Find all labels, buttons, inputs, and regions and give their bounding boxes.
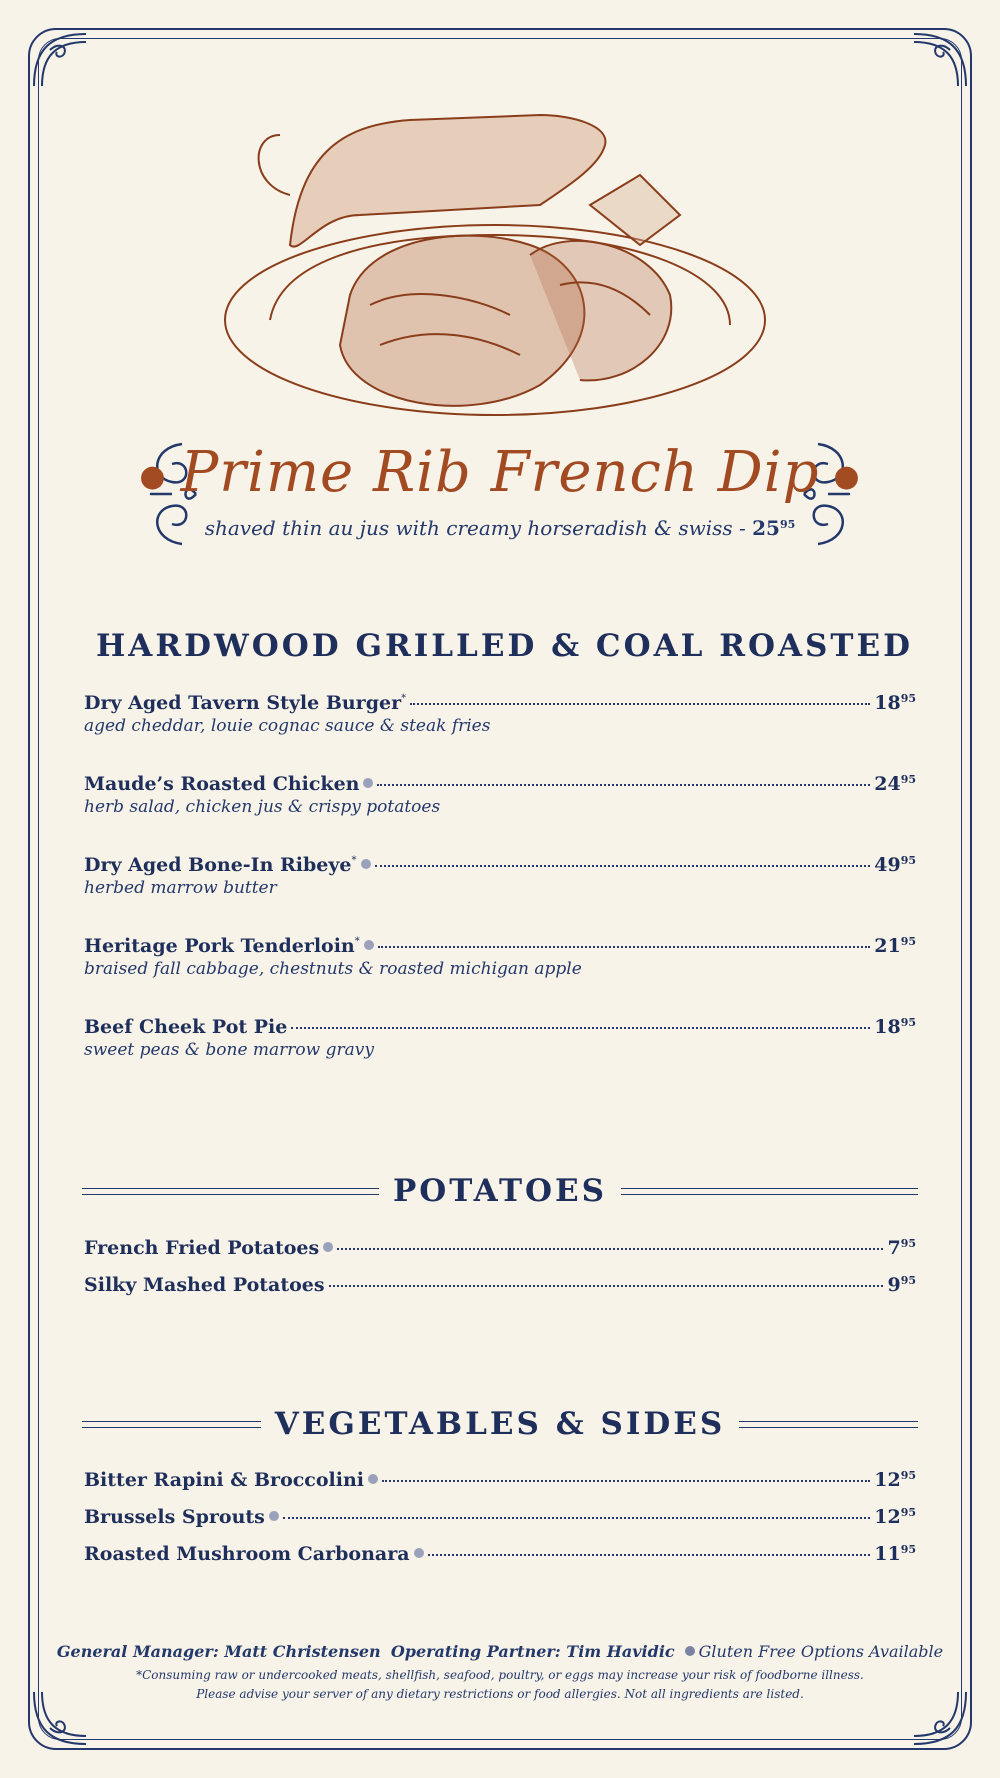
section-header-grilled: HARDWOOD GRILLED & COAL ROASTED [96, 628, 914, 664]
gluten-free-dot-icon [361, 859, 371, 869]
corner-ornament-icon [910, 30, 970, 90]
menu-item-description: sweet peas & bone marrow gravy [84, 1040, 374, 1060]
corner-ornament-icon [30, 30, 90, 90]
footer-disclaimer: Please advise your server of any dietary restrictions or food allergies. Not all ingredients are listed. [196, 1687, 804, 1701]
menu-item: Roasted Mushroom Carbonara $11^{95}$ [84, 1543, 916, 1565]
menu-item: Bitter Rapini & Broccolini $12^{95}$ [84, 1469, 916, 1491]
menu-item: Beef Cheek Pot Pie $18^{95}$ sweet peas & bone marrow gravy [84, 1016, 916, 1060]
footer-credits: General Manager: Matt Christensen Operating Partner: Tim Havidic Gluten Free Options Available [56, 1642, 944, 1661]
gluten-free-dot-icon [323, 1242, 333, 1252]
menu-item-description: braised fall cabbage, chestnuts & roasted michigan apple [84, 959, 582, 979]
gluten-free-dot-icon [368, 1474, 378, 1484]
menu-item: Heritage Pork Tenderloin* $21^{95}$ braised fall cabbage, chestnuts & roasted michigan apple [84, 935, 916, 979]
menu-item: Brussels Sprouts $12^{95}$ [84, 1506, 916, 1528]
menu-item: French Fried Potatoes $7^{95}$ [84, 1237, 916, 1259]
french-dip-illustration [210, 105, 780, 435]
menu-item: Silky Mashed Potatoes $9^{95}$ [84, 1274, 916, 1296]
menu-item: Dry Aged Tavern Style Burger* $18^{95}$ aged cheddar, louie cognac sauce & steak fries [84, 692, 916, 736]
menu-item-description: herb salad, chicken jus & crispy potatoes [84, 797, 441, 817]
menu-item-description: herbed marrow butter [84, 878, 277, 898]
section-header-potatoes: POTATOES [82, 1173, 918, 1209]
feature-description: shaved thin au jus with creamy horseradish & swiss - $25^{95}$ [204, 516, 796, 540]
gluten-free-dot-icon [363, 778, 373, 788]
menu-item: Maude’s Roasted Chicken $24^{95}$ herb salad, chicken jus & crispy potatoes [84, 773, 916, 817]
gluten-free-dot-icon [414, 1548, 424, 1558]
section-header-sides: VEGETABLES & SIDES [82, 1406, 918, 1442]
gluten-free-dot-icon [685, 1646, 695, 1656]
feature-title: ● Prime Rib French Dip ● [0, 440, 1000, 505]
menu-item-description: aged cheddar, louie cognac sauce & steak fries [84, 716, 491, 736]
gluten-free-dot-icon [269, 1511, 279, 1521]
bullet-dot-icon: ● [833, 459, 861, 494]
menu-item: Dry Aged Bone-In Ribeye* $49^{95}$ herbed marrow butter [84, 854, 916, 898]
feature-price: $25^{95}$ [752, 516, 796, 540]
bullet-dot-icon: ● [139, 459, 167, 494]
footer-disclaimer: *Consuming raw or undercooked meats, shellfish, seafood, poultry, or eggs may increase your risk of foodborne illness. [136, 1668, 864, 1682]
gluten-free-dot-icon [364, 940, 374, 950]
